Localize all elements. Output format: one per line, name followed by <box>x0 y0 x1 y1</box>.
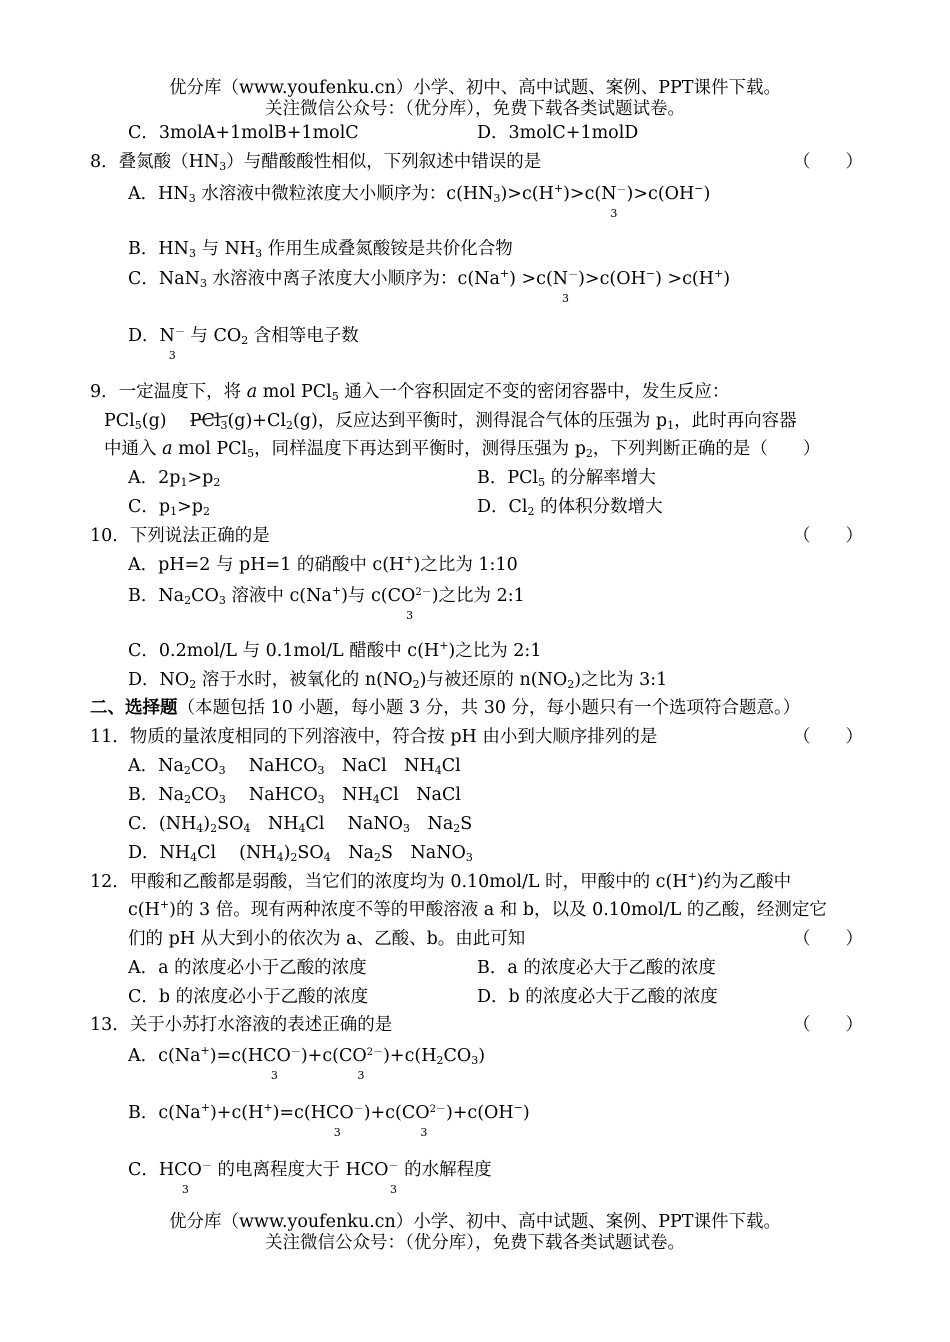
q12-option-c: C．b 的浓度必小于乙酸的浓度 <box>128 987 369 1007</box>
q10-stem: 10．下列说法正确的是 <box>90 526 270 546</box>
q9-option-a: A．$2p_1>p_2$ <box>128 468 221 489</box>
q8-stem: 8．叠氮酸$(HN_3)$与醋酸酸性相似，下列叙述中错误的是 <box>90 152 542 173</box>
q12-answer-paren: （ ） <box>793 929 863 949</box>
q12-stem-line-3: 们的 pH 从大到小的依次为 a、乙酸、b。由此可知 <box>128 929 526 949</box>
q7-option-c: C．3molA+1molB+1molC <box>128 123 359 143</box>
header-line-1: 优分库（www.youfenku.cn）小学、初中、高中试题、案例、PPT课件下载。 <box>169 78 781 98</box>
q8-option-d: D．N－ 3 与 $CO_2$ 含相等电子数 <box>128 326 359 362</box>
q11-option-a: A．$Na_2CO_3$ NaHCO$_3$ NaCl $NH_4Cl$ <box>128 756 461 777</box>
footer-line-1: 优分库（www.youfenku.cn）小学、初中、高中试题、案例、PPT课件下载。 <box>169 1212 781 1232</box>
q12-option-a: A．a 的浓度必小于乙酸的浓度 <box>128 958 367 978</box>
q13-stem: 13．关于小苏打水溶液的表述正确的是 <box>90 1015 393 1035</box>
q13-answer-paren: （ ） <box>793 1015 863 1035</box>
q10-answer-paren: （ ） <box>793 526 863 546</box>
q11-option-d: D．$NH_4Cl$ $(NH_4)_2SO_4$ $Na_2S$ NaNO$_3$ <box>128 843 473 864</box>
q10-option-b: B．$Na_2CO_3$ 溶液中 c(Na+)与 $c(CO^{2-}$ 3 )之比为 2:1 <box>128 584 525 622</box>
q8-option-b: B．$HN_3$ 与 $NH_3$ 作用生成叠氮酸铵是共价化合物 <box>128 239 513 260</box>
q12-stem-line-2: c(H+)的 3 倍。现有两种浓度不等的甲酸溶液 a 和 b，以及 0.10mol/L 的乙酸，经测定它 <box>128 898 827 920</box>
q8-answer-paren: （ ） <box>793 152 863 172</box>
q8-option-a: A．$HN_3$ 水溶液中微粒浓度大小顺序为：$c(HN_3)>c(H^+)>c(N^-$ 3 )>c(OH−) <box>128 182 711 220</box>
q10-option-c: C．0.2mol/L 与 0.1mol/L 醋酸中 c(H+)之比为 2:1 <box>128 639 542 661</box>
q9-stem-line-3: 中通入 a mol PCl$_5$，同样温度下再达到平衡时，测得压强为 $p_2$，下列判断正确的是（ ） <box>104 439 821 460</box>
q11-option-b: B．$Na_2CO_3$ NaHCO$_3$ $NH_4Cl$ NaCl <box>128 785 461 806</box>
q13-option-c: C．HCO－ 3 的电离程度大于 HCO－ 3 的水解程度 <box>128 1160 492 1196</box>
q9-stem-line-1: 9．一定温度下，将 a mol PCl$_5$ 通入一个容积固定不变的密闭容器中，发生反应： <box>90 382 730 403</box>
q9-stem-line-2: PCl$_5$(g) $PCl_3(g)+Cl_2(g)$，反应达到平衡时，测得混合气体的压强为 $p_1$，此时再向容器 <box>104 411 797 432</box>
q11-option-c: C．$(NH_4)_2SO_4$ $NH_4Cl$ NaNO$_3$ $Na_2S$ <box>128 814 473 835</box>
section-2-heading: 二、选择题（本题包括 10 小题，每小题 3 分，共 30 分，每小题只有一个选项符合题意。） <box>90 698 801 718</box>
q8-option-c: C．NaN$_3$ 水溶液中离子浓度大小顺序为：c(Na+) >c(N－ 3 )>c(OH−) >c(H+) <box>128 267 731 305</box>
q9-option-b: B．PCl$_5$ 的分解率增大 <box>477 468 656 489</box>
q11-answer-paren: （ ） <box>793 727 863 747</box>
q13-option-a: A．c(Na+)=c(HCO－ 3 )$+c(CO^{2-}$ 3 )$+c(H_2CO_3)$ <box>128 1044 486 1082</box>
q12-option-d: D．b 的浓度必大于乙酸的浓度 <box>477 987 718 1007</box>
q10-option-a: A．pH=2 与 pH=1 的硝酸中 c(H+)之比为 1:10 <box>128 553 518 575</box>
q9-option-d: D．$Cl_2$ 的体积分数增大 <box>477 497 663 518</box>
q12-option-b: B．a 的浓度必大于乙酸的浓度 <box>477 958 716 978</box>
q9-option-c: C．$p_1>p_2$ <box>128 497 210 518</box>
q7-option-d: D．3molC+1molD <box>477 123 639 143</box>
header-line-2: 关注微信公众号：（优分库），免费下载各类试题试卷。 <box>265 99 685 119</box>
q13-option-b: B．c(Na+)+c(H+)=c(HCO－ 3 )$+c(CO^{2-}$ 3 )+c(OH−) <box>128 1101 530 1139</box>
q11-stem: 11．物质的量浓度相同的下列溶液中，符合按 pH 由小到大顺序排列的是 <box>90 727 658 747</box>
q12-stem-line-1: 12．甲酸和乙酸都是弱酸，当它们的浓度均为 0.10mol/L 时，甲酸中的 c(H+)约为乙酸中 <box>90 870 792 892</box>
q10-option-d: D．$NO_2$ 溶于水时，被氧化的 $n(NO_2)$与被还原的 $n(NO_2)$之比为 3:1 <box>128 670 668 691</box>
footer-line-2: 关注微信公众号：（优分库），免费下载各类试题试卷。 <box>265 1233 685 1253</box>
